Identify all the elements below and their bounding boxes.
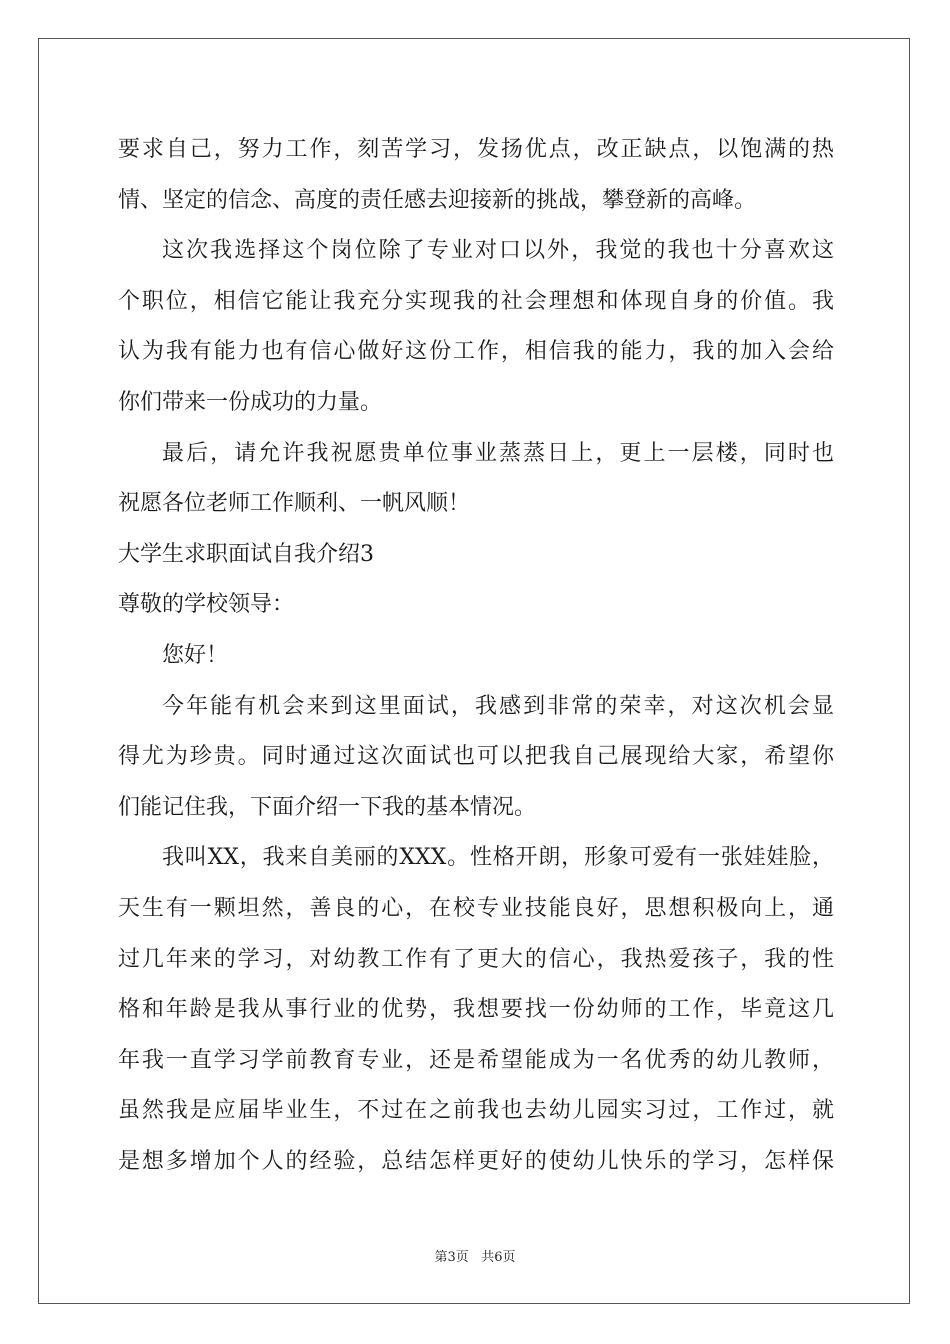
text-line: 要求自己，努力工作，刻苦学习，发扬优点，改正缺点，以饱满的热	[118, 137, 834, 162]
greeting: 您好！	[162, 642, 229, 668]
page-footer	[0, 1246, 950, 1265]
text-line: 天生有一颗坦然，善良的心，在校专业技能良好，思想积极向上，通	[118, 895, 834, 921]
text-line: 得尤为珍贵。同时通过这次面试也可以把我自己展现给大家，希望你	[118, 744, 834, 770]
document-body	[118, 125, 834, 1187]
text-line: 个职位，相信它能让我充分实现我的社会理想和体现自身的价值。我	[118, 288, 834, 314]
text-line: 是想多增加个人的经验，总结怎样更好的使幼儿快乐的学习，怎样保	[118, 1148, 834, 1174]
text-line: 祝愿各位老师工作顺利、一帆风顺！	[118, 491, 471, 517]
page-total: 共6页	[481, 1250, 516, 1265]
text-line: 过几年来的学习，对幼教工作有了更大的信心，我热爱孩子，我的性	[118, 946, 834, 972]
text-line: 情、坚定的信念、高度的责任感去迎接新的挑战，攀登新的高峰。	[118, 187, 757, 213]
text-line: 这次我选择这个岗位除了专业对口以外，我觉的我也十分喜欢这	[162, 238, 834, 264]
section-heading: 大学生求职面试自我介绍3	[118, 541, 374, 567]
text-line: 最后，请允许我祝愿贵单位事业蒸蒸日上，更上一层楼，同时也	[162, 440, 834, 466]
text-line: 今年能有机会来到这里面试，我感到非常的荣幸，对这次机会显	[162, 693, 834, 719]
text-line: 认为我有能力也有信心做好这份工作，相信我的能力，我的加入会给	[118, 339, 834, 365]
page-number: 第3页	[434, 1250, 469, 1265]
text-line: 你们带来一份成功的力量。	[118, 389, 383, 415]
text-line: 们能记住我，下面介绍一下我的基本情况。	[118, 794, 537, 820]
text-line: 虽然我是应届毕业生，不过在之前我也去幼儿园实习过，工作过，就	[118, 1098, 834, 1124]
text-line: 格和年龄是我从事行业的优势，我想要找一份幼师的工作，毕竟这几	[118, 997, 834, 1023]
salutation: 尊敬的学校领导：	[118, 592, 295, 618]
text-line: 我叫XX，我来自美丽的XXX。性格开朗，形象可爱有一张娃娃脸，	[162, 845, 835, 871]
text-line: 年我一直学习学前教育专业，还是希望能成为一名优秀的幼儿教师，	[118, 1047, 834, 1073]
